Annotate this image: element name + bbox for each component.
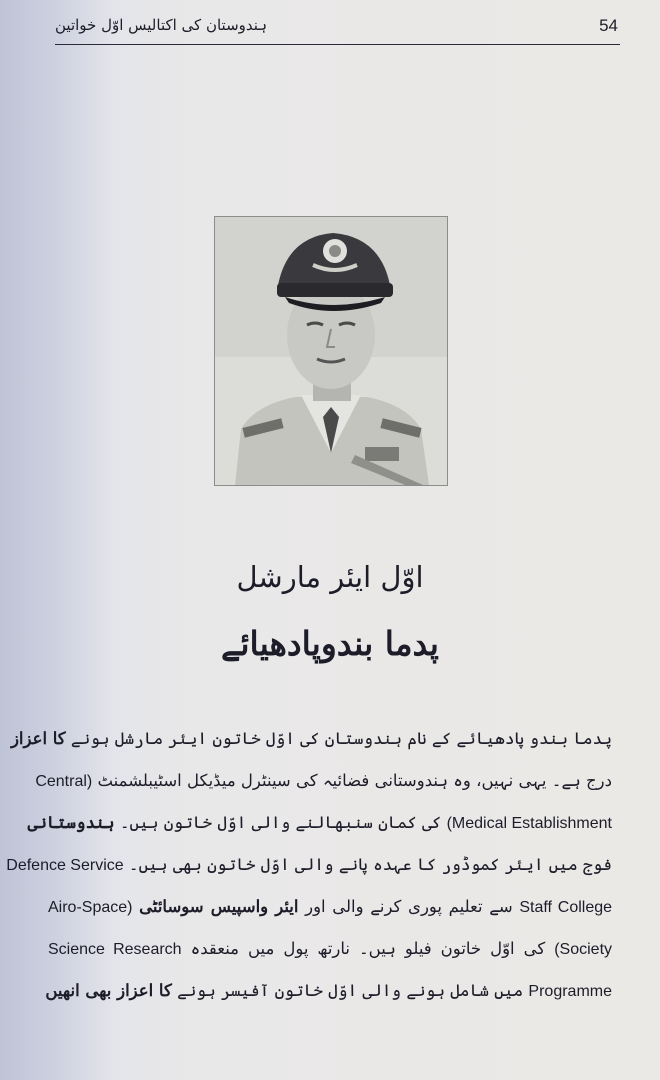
body-line-2 [35, 760, 612, 802]
text-span: میں شامل ہونے والی اوّل خاتون آفیسر ہونے [177, 981, 524, 1000]
latin-term: (Airo-Space [48, 899, 133, 916]
text-span: کی کمان سنبھالنے والی اوّل خاتون ہیں۔ [119, 813, 442, 832]
latin-term: Staff College [519, 899, 613, 916]
body-line-6 [48, 928, 612, 970]
portrait-photo [214, 216, 448, 486]
body-line-7 [45, 970, 612, 1012]
latin-term: Programme [528, 983, 612, 1000]
text-span: فوج میں ایئر کموڈور کا عہدہ پانے والی اوّل خاتون بھی ہیں۔ [128, 855, 612, 874]
body-line-1 [10, 718, 612, 760]
body-paragraph [6, 718, 613, 1012]
text-span: کا اعزاز بھی انھیں [45, 981, 172, 1000]
body-line-3 [27, 802, 612, 844]
text-span: سے تعلیم پوری کرنے والی اور [305, 897, 513, 916]
latin-term: Science Research [48, 941, 182, 958]
running-header [55, 10, 620, 45]
text-span: اسٹیبلشمنٹ [97, 771, 182, 790]
body-line-5 [48, 886, 612, 928]
subtitle-heading: اوّل ایئر مارشل [236, 560, 424, 594]
latin-term: Medical Establishment) [446, 815, 612, 832]
text-span: کا اعزاز [10, 729, 66, 748]
text-span: پدما بندو پادھیائے کے نام ہندوستان کی اوّل خاتون ایئر مارشل ہونے [70, 729, 612, 748]
body-line-4 [6, 844, 612, 886]
latin-term: Society) [554, 941, 613, 958]
text-span: درج ہے۔ یہی نہیں، وہ ہندوستانی فضائیہ کی سینٹرل میڈیکل [186, 771, 612, 790]
text-span: کی اوّل خاتون فیلو ہیں۔ نارتھ پول میں منعقدہ [190, 939, 546, 958]
latin-term: (Central [35, 773, 93, 790]
running-title: ہندوستان کی اکتالیس اوّل خواتین [55, 16, 268, 34]
title-heading: پدما بندوپادھیائے [221, 624, 439, 663]
text-span: ہندوستانی [27, 813, 115, 832]
page-number: 54 [599, 16, 618, 35]
text-span: ایئر واسپیس سوسائٹی [139, 897, 299, 916]
latin-term: Defence Service [6, 857, 124, 874]
